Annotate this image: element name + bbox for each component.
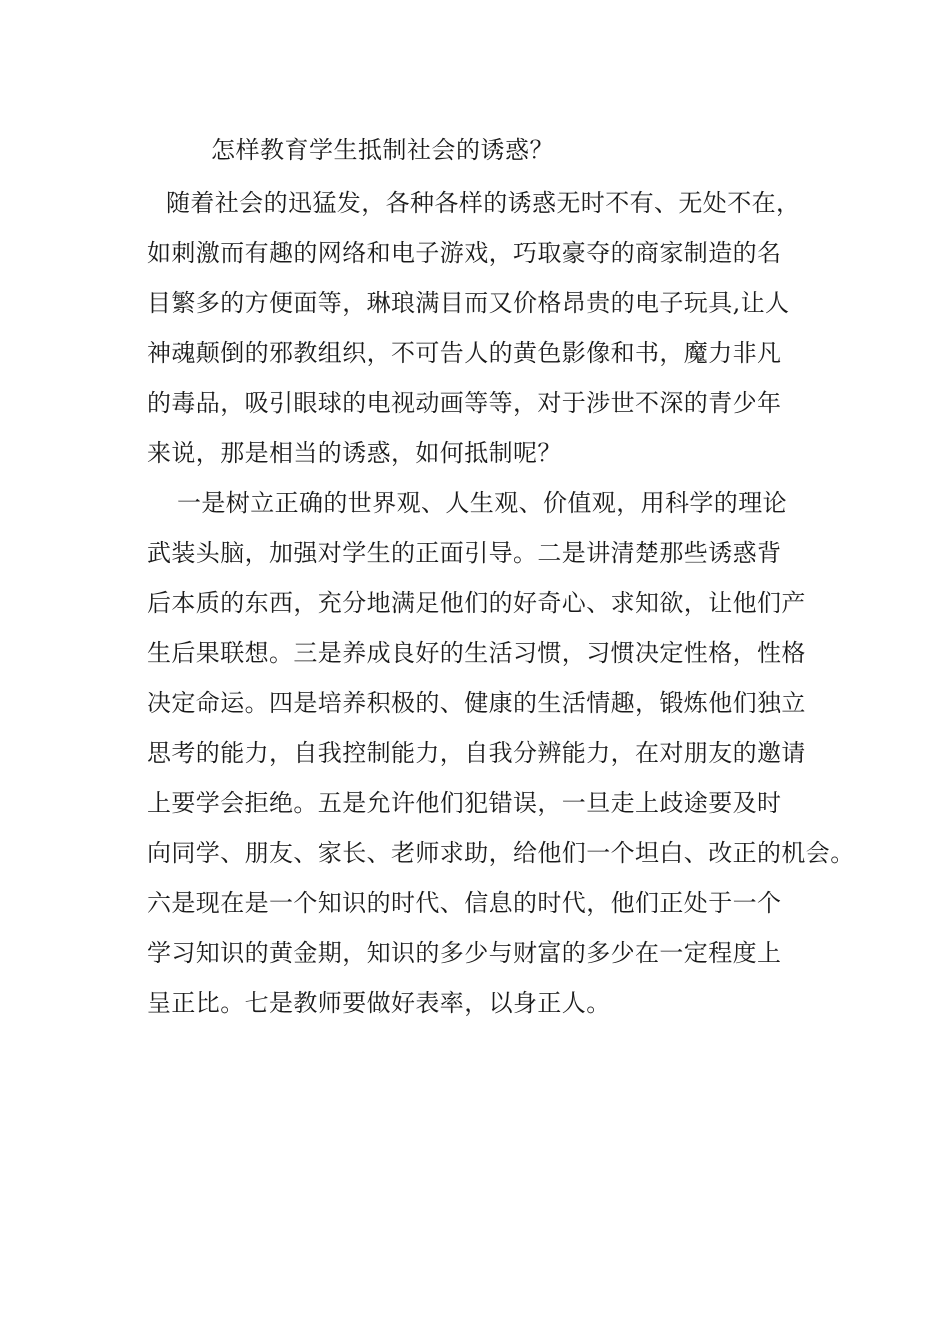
paragraph-line: 一是树立正确的世界观、人生观、价值观，用科学的理论 bbox=[177, 489, 787, 517]
paragraph-2 bbox=[147, 478, 855, 1028]
paragraph-line: 决定命运。四是培养积极的、健康的生活情趣，锻炼他们独立 bbox=[147, 689, 806, 717]
paragraph-line: 上要学会拒绝。五是允许他们犯错误，一旦走上歧途要及时 bbox=[147, 789, 782, 817]
paragraph-line: 神魂颠倒的邪教组织，不可告人的黄色影像和书，魔力非凡 bbox=[147, 339, 782, 367]
paragraph-line: 生后果联想。三是养成良好的生活习惯，习惯决定性格，性格 bbox=[147, 639, 806, 667]
paragraph-1 bbox=[147, 178, 827, 478]
document-body bbox=[147, 178, 855, 1028]
paragraph-line: 后本质的东西，充分地满足他们的好奇心、求知欲，让他们产 bbox=[147, 589, 806, 617]
paragraph-line: 如刺激而有趣的网络和电子游戏，巧取豪夺的商家制造的名 bbox=[147, 239, 782, 267]
paragraph-line: 目繁多的方便面等，琳琅满目而又价格昂贵的电子玩具,让人 bbox=[147, 289, 790, 317]
paragraph-line: 向同学、朋友、家长、老师求助，给他们一个坦白、改正的机会。 bbox=[147, 839, 855, 867]
paragraph-line: 来说，那是相当的诱惑，如何抵制呢？ bbox=[147, 439, 562, 467]
paragraph-line: 六是现在是一个知识的时代、信息的时代，他们正处于一个 bbox=[147, 889, 782, 917]
paragraph-line: 学习知识的黄金期，知识的多少与财富的多少在一定程度上 bbox=[147, 939, 782, 967]
document-title: 怎样教育学生抵制社会的诱惑？ bbox=[211, 136, 554, 164]
paragraph-line: 思考的能力，自我控制能力，自我分辨能力，在对朋友的邀请 bbox=[147, 739, 806, 767]
paragraph-line: 随着社会的迅猛发，各种各样的诱惑无时不有、无处不在， bbox=[166, 189, 801, 217]
paragraph-line: 呈正比。七是教师要做好表率，以身正人。 bbox=[147, 989, 611, 1017]
paragraph-line: 的毒品，吸引眼球的电视动画等等，对于涉世不深的青少年 bbox=[147, 389, 782, 417]
paragraph-line: 武装头脑，加强对学生的正面引导。二是讲清楚那些诱惑背 bbox=[147, 539, 782, 567]
